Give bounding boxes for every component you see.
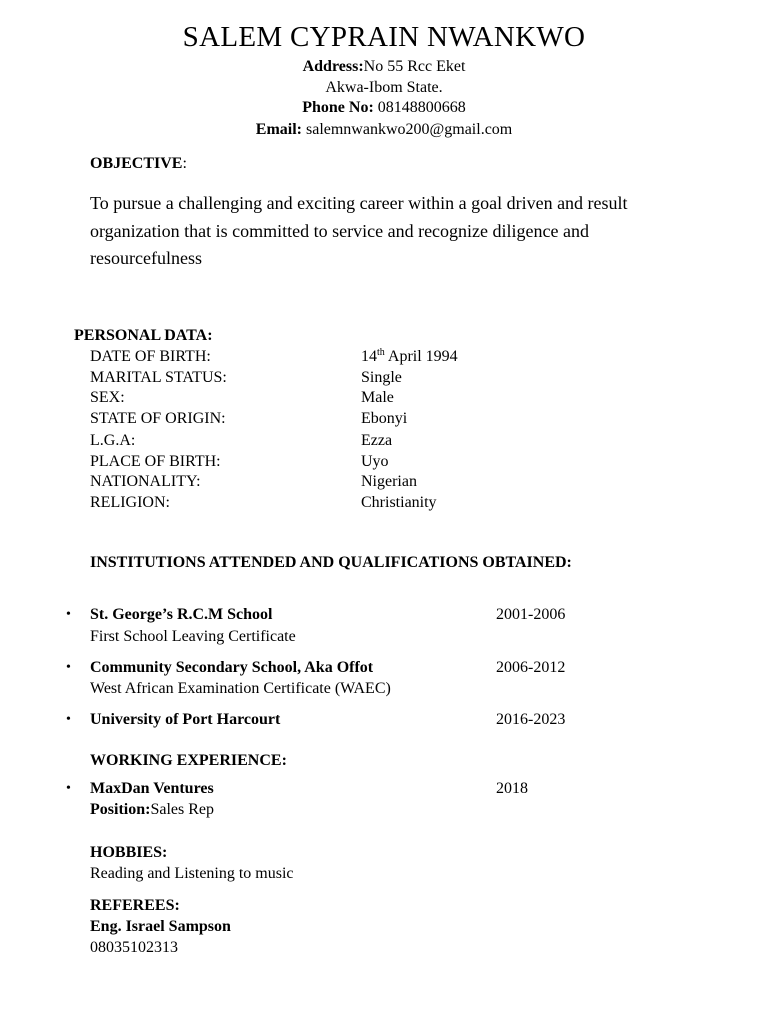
religion-label: RELIGION: <box>90 494 170 511</box>
lga-value: Ezza <box>361 432 393 449</box>
qualification: West African Examination Certificate (WAEC) <box>90 680 391 697</box>
resume-name: SALEM CYPRAIN NWANKWO <box>182 21 586 53</box>
nationality-value: Nigerian <box>361 473 417 490</box>
company-name: MaxDan Ventures <box>90 780 214 797</box>
place-of-birth-label: PLACE OF BIRTH: <box>90 453 221 470</box>
bullet-icon: • <box>66 781 71 796</box>
dob-value <box>361 347 458 367</box>
school-name: University of Port Harcourt <box>90 711 281 728</box>
education-heading: INSTITUTIONS ATTENDED AND QUALIFICATIONS OBTAINED: <box>90 554 572 571</box>
school-name: Community Secondary School, Aka Offot <box>90 659 374 676</box>
marital-status-label: MARITAL STATUS: <box>90 369 227 386</box>
sex-label: SEX: <box>90 389 125 406</box>
bullet-icon: • <box>66 660 71 675</box>
referee-phone: 08035102313 <box>90 939 178 956</box>
address-line-1 <box>0 57 768 77</box>
qualification: First School Leaving Certificate <box>90 628 296 645</box>
personal-data-heading: PERSONAL DATA: <box>74 327 213 344</box>
state-of-origin-label: STATE OF ORIGIN: <box>90 410 226 427</box>
bullet-icon: • <box>66 607 71 622</box>
referees-heading: REFEREES: <box>90 897 180 914</box>
marital-status-value: Single <box>361 369 402 386</box>
phone-value: 08148800668 <box>377 99 466 116</box>
position-label: Position: <box>90 801 151 818</box>
dob-day: 14 <box>361 348 377 365</box>
school-name: St. George’s R.C.M School <box>90 606 273 623</box>
phone-line <box>0 98 768 118</box>
lga-label: L.G.A: <box>90 432 136 449</box>
state-of-origin-value: Ebonyi <box>361 410 408 427</box>
hobbies-heading: HOBBIES: <box>90 844 168 861</box>
sex-value: Male <box>361 389 394 406</box>
school-years: 2006-2012 <box>496 659 566 676</box>
position-value: Sales Rep <box>150 801 214 818</box>
experience-year: 2018 <box>496 780 528 797</box>
dob-day-suffix: th <box>377 347 385 358</box>
school-years: 2016-2023 <box>496 711 566 728</box>
bullet-icon: • <box>66 712 71 727</box>
email-label: Email: <box>255 121 302 138</box>
address-label: Address: <box>302 58 364 75</box>
dob-month-year: April 1994 <box>384 348 458 365</box>
phone-label: Phone No: <box>302 99 374 116</box>
objective-heading-text: OBJECTIVE <box>90 155 183 172</box>
dob-label: DATE OF BIRTH: <box>90 348 211 365</box>
address-value: No 55 Rcc Eket <box>363 58 466 75</box>
objective-heading <box>90 154 187 174</box>
email-line <box>0 120 768 140</box>
place-of-birth-value: Uyo <box>361 453 389 470</box>
school-years: 2001-2006 <box>496 606 566 623</box>
referee-name: Eng. Israel Sampson <box>90 918 231 935</box>
religion-value: Christianity <box>361 494 437 511</box>
nationality-label: NATIONALITY: <box>90 473 201 490</box>
objective-colon: : <box>182 155 187 172</box>
address-line-2: Akwa-Ibom State. <box>325 79 443 96</box>
position-line <box>90 800 214 820</box>
email-value: salemnwankwo200@gmail.com <box>305 121 513 138</box>
hobbies-text: Reading and Listening to music <box>90 865 294 882</box>
experience-heading: WORKING EXPERIENCE: <box>90 752 287 769</box>
objective-text: To pursue a challenging and exciting career within a goal driven and result organization that is committed to service and recognize diligence and resourcefulness <box>90 193 628 268</box>
